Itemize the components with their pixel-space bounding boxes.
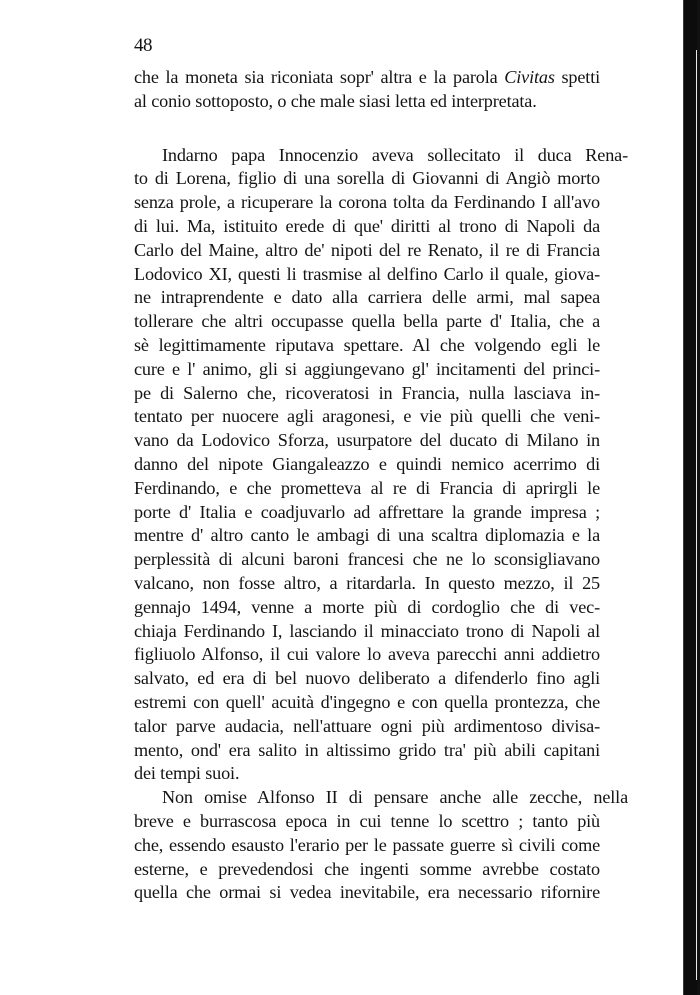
text-line [134,620,600,644]
text-line [134,548,600,572]
text-segment: che, essendo esausto l'erario per le passate guerre sì civili come [134,834,600,855]
text-line [134,596,600,620]
text-line [134,191,600,215]
text-segment: talor parve audacia, nell'attuare ogni più ardimentoso divisa- [134,715,600,736]
text-line [134,334,600,358]
text-segment: dei tempi suoi. [134,763,240,784]
text-segment: spetti [554,67,600,87]
text-line [134,643,600,667]
paragraph [134,786,628,905]
page-number: 48 [134,35,152,56]
text-line [134,144,628,168]
text-segment: Lodovico XI, questi li trasmise al delfino Carlo il quale, giova- [134,263,600,284]
text-line [134,239,600,263]
text-segment: ne intraprendente e dato alla carriera delle armi, mal sapea [134,287,600,308]
text-line [134,310,600,334]
text-segment: gennajo 1494, venne a morte più di cordoglio che di vec- [134,596,600,617]
text-segment: di lui. Ma, istituito erede di que' diritti al trono di Napoli da [134,215,600,236]
text-segment: estremi con quell' acuità d'ingegno e con quella prontezza, che [134,691,600,712]
text-segment: Non omise Alfonso II di pensare anche alle zecche, nella [162,787,628,808]
text-segment: danno del nipote Giangaleazzo e quindi nemico acerrimo di [134,453,600,474]
text-line [134,858,600,882]
text-segment: Indarno papa Innocenzio aveva sollecitato il duca Rena- [162,144,628,165]
text-segment: mentre d' altro canto le ambagi di una scaltra diplomazia e la [134,525,600,546]
text-line [134,358,600,382]
paragraph [134,66,600,114]
text-segment: breve e burrascosa epoca in cui tenne lo scettro ; tanto più [134,810,600,831]
text-segment: mento, ond' era salito in altissimo grido tra' più abili capitani [134,739,600,760]
text-segment: esterne, e prevedendosi che ingenti somme avrebbe costato [134,858,600,879]
text-line [134,66,600,90]
text-line [134,810,600,834]
text-line [134,405,600,429]
text-line [134,715,600,739]
text-segment: al conio sottoposto, o che male siasi letta ed interpretata. [134,90,537,111]
text-segment: chiaja Ferdinando I, lasciando il minacciato trono di Napoli al [134,620,600,641]
text-line [134,834,600,858]
text-line [134,691,600,715]
text-segment: senza prole, a ricuperare la corona tolta da Ferdinando I all'avo [134,192,600,213]
italic-word: Civitas [504,67,555,87]
text-segment: sè legittimamente riputava spettare. Al che volgendo egli le [134,334,600,355]
paragraph [134,144,628,787]
text-segment: figliuolo Alfonso, il cui valore lo aveva parecchi anni addietro [134,644,600,665]
text-line [134,90,600,114]
text-line [134,429,600,453]
text-segment: vano da Lodovico Sforza, usurpatore del ducato di Milano in [134,430,600,451]
text-line [134,215,600,239]
text-line [134,382,600,406]
text-line [134,263,600,287]
text-segment: che la moneta sia riconiata sopr' altra e la parola [134,67,505,87]
text-segment: cure e l' animo, gli si aggiungevano gl' incitamenti del princi- [134,358,600,379]
text-segment: valcano, non fosse altro, a ritardarla. In questo mezzo, il 25 [134,572,600,593]
text-line [134,762,600,786]
text-line [134,524,600,548]
text-line [134,167,600,191]
text-line [134,572,600,596]
text-segment: tollerare che altri occupasse quella bella parte d' Italia, che a [134,311,600,332]
paragraph-gap [134,114,600,144]
text-line [134,286,600,310]
body-text [134,66,628,905]
text-line [134,667,600,691]
text-line [134,881,600,905]
text-segment: pe di Salerno che, ricoveratosi in Francia, nulla lasciava in- [134,382,600,403]
text-segment: salvato, ed era di bel nuovo deliberato a difenderlo fino agli [134,668,600,689]
text-segment: porte d' Italia e coadjuvarlo ad affrettare la grande impresa ; [134,501,600,522]
text-segment: perplessità di alcuni baroni francesi che ne lo sconsigliavano [134,549,600,570]
text-line [134,501,600,525]
text-segment: tentato per nuocere agli aragonesi, e vie più quelli che veni- [134,406,600,427]
text-line [134,477,600,501]
text-line [134,786,628,810]
text-segment: quella che ormai si vedea inevitabile, era necessario rifornire [134,882,600,903]
text-segment: Ferdinando, e che prometteva al re di Francia di aprirgli le [134,477,600,498]
text-segment: Carlo del Maine, altro de' nipoti del re Renato, il re di Francia [134,239,600,260]
text-segment: to di Lorena, figlio di una sorella di Giovanni di Angiò morto [134,168,600,189]
book-binding-edge [683,0,697,995]
text-line [134,739,600,763]
text-line [134,453,600,477]
